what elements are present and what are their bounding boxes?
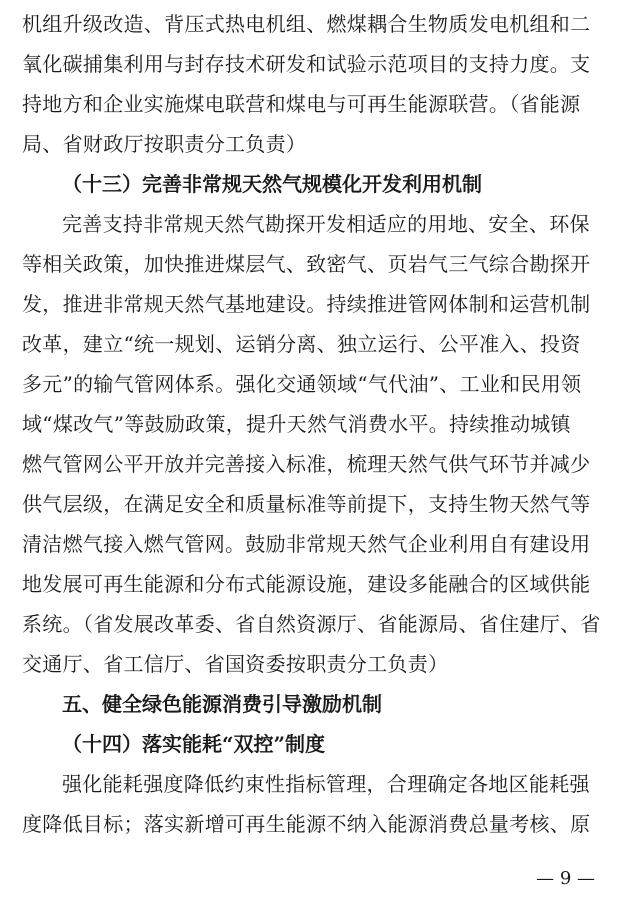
text-line: 域“煤改气”等鼓励政策，提升天然气消费水平。持续推动城镇 [22,412,571,436]
text-line: 等相关政策，加快推进煤层气、致密气、页岩气三气综合勘探开 [22,252,591,276]
text-line: 燃气管网公平开放并完善接入标准，梳理天然气供气环节并减少 [22,452,591,476]
page-number-text: — 9 — [536,868,595,889]
text-line: 改革，建立“统一规划、运销分离、独立运行、公平准入、投资 [22,332,581,356]
text-line: 完善支持非常规天然气勘探开发相适应的用地、安全、环保 [62,212,590,236]
text-line: 多元”的输气管网体系。强化交通领域“气代油”、工业和民用领 [22,372,582,396]
document-body [22,4,602,844]
text-line: 机组升级改造、背压式热电机组、燃煤耦合生物质发电机组和二 [22,12,591,36]
text-line: 供气层级，在满足安全和质量标准等前提下，支持生物天然气等 [22,492,591,516]
text-line: 氧化碳捕集利用与封存技术研发和试验示范项目的支持力度。支 [22,52,591,76]
subsection-heading-14: （十四）落实能耗“双控”制度 [62,732,326,756]
text-line: 强化能耗强度降低约束性指标管理，合理确定各地区能耗强 [62,772,590,796]
text-line: 度降低目标；落实新增可再生能源不纳入能源消费总量考核、原 [22,812,591,836]
text-line: 持地方和企业实施煤电联营和煤电与可再生能源联营。（省能源 [22,92,581,116]
text-line: 发，推进非常规天然气基地建设。持续推进管网体制和运营机制 [22,292,591,316]
subsection-heading-13: （十三）完善非常规天然气规模化开发利用机制 [62,172,482,196]
text-line: 地发展可再生能源和分布式能源设施，建设多能融合的区域供能 [22,572,591,596]
text-line: 交通厅、省工信厅、省国资委按职责分工负责） [22,652,449,676]
text-line: 系统。（省发展改革委、省自然资源厅、省能源局、省住建厅、省 [22,612,601,636]
text-line: 局、省财政厅按职责分工负责） [22,132,307,156]
text-line: 清洁燃气接入燃气管网。鼓励非常规天然气企业利用自有建设用 [22,532,591,556]
section-heading-5: 五、健全绿色能源消费引导激励机制 [62,692,382,716]
